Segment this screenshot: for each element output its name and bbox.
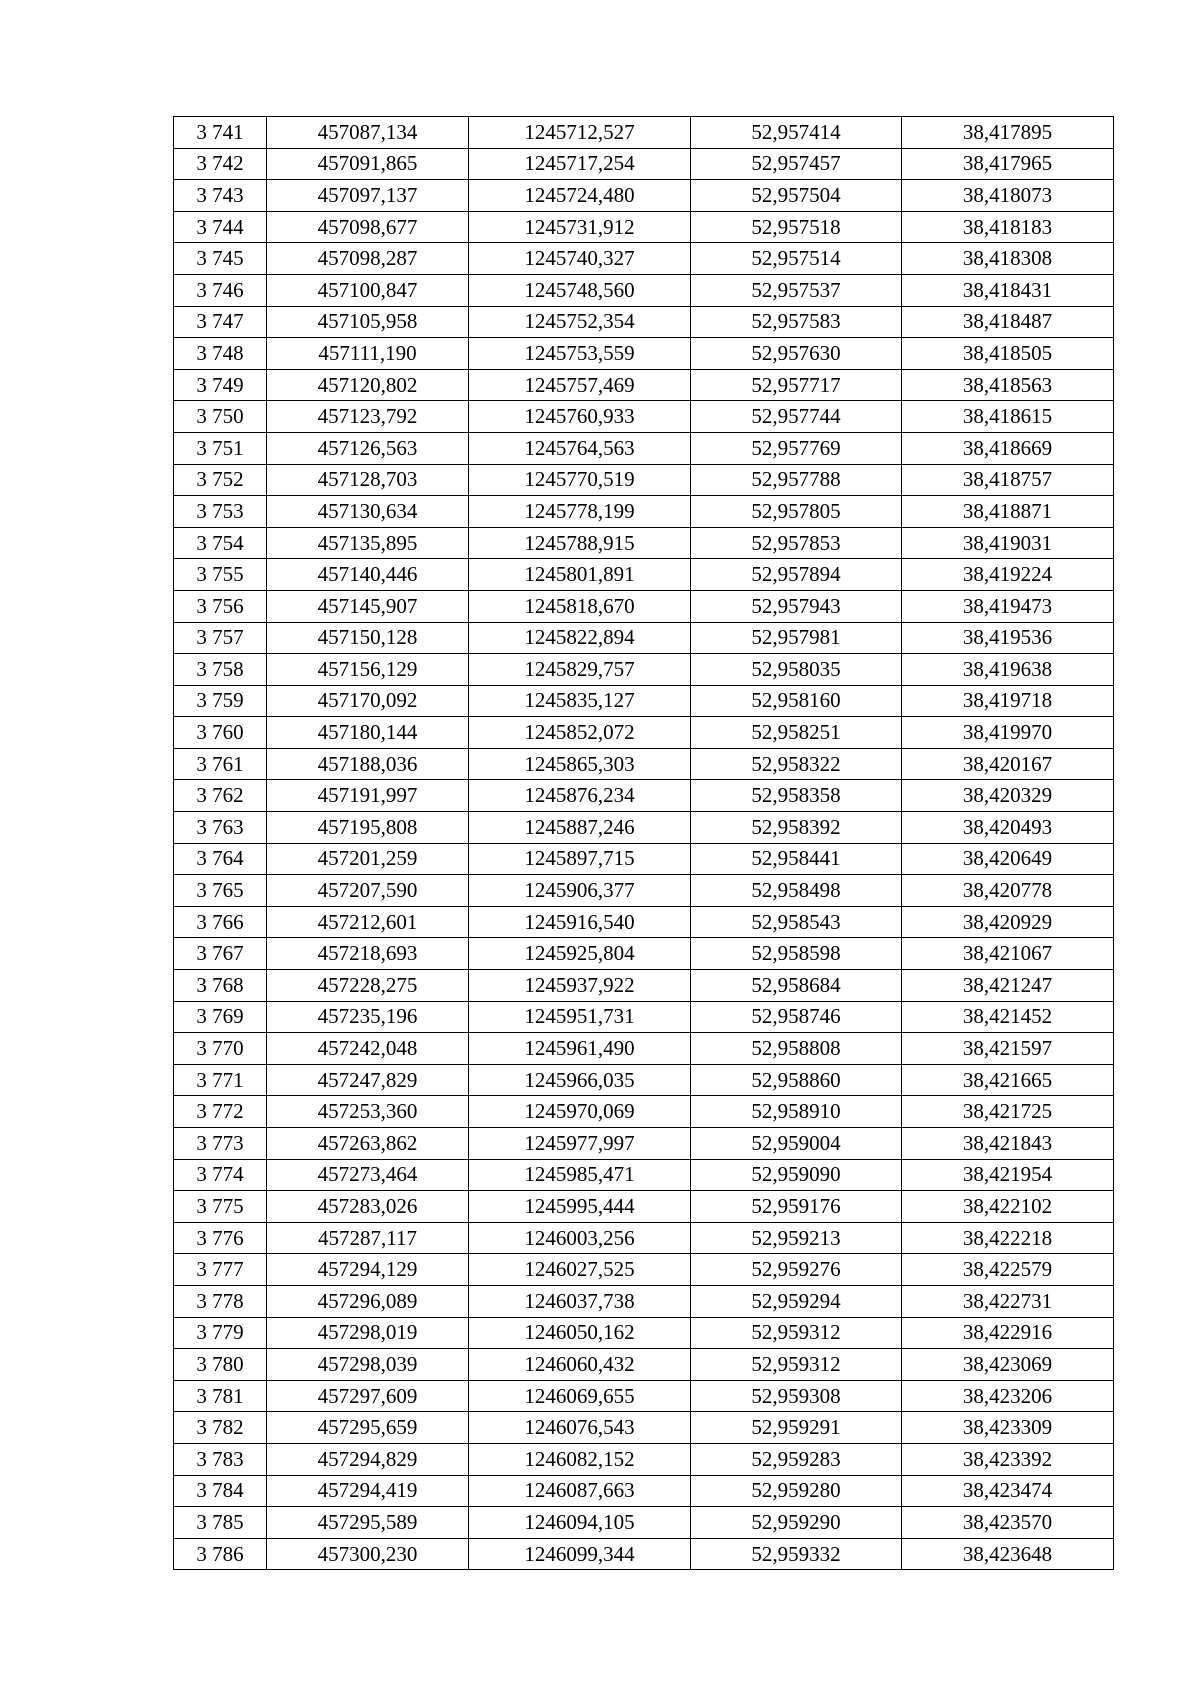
x-coordinate-cell: 457105,958	[267, 306, 469, 338]
point-number-cell: 3 777	[174, 1254, 267, 1286]
point-number-cell: 3 783	[174, 1443, 267, 1475]
y-coordinate-cell: 1245712,527	[469, 117, 691, 149]
point-number-cell: 3 755	[174, 559, 267, 591]
point-number-cell: 3 772	[174, 1096, 267, 1128]
table-row	[174, 1033, 1114, 1065]
table-row	[174, 1443, 1114, 1475]
longitude-cell: 38,418563	[902, 369, 1114, 401]
longitude-cell: 38,420329	[902, 780, 1114, 812]
latitude-cell: 52,957943	[691, 590, 902, 622]
x-coordinate-cell: 457191,997	[267, 780, 469, 812]
y-coordinate-cell: 1245970,069	[469, 1096, 691, 1128]
point-number-cell: 3 763	[174, 812, 267, 844]
x-coordinate-cell: 457298,039	[267, 1349, 469, 1381]
x-coordinate-cell: 457140,446	[267, 559, 469, 591]
x-coordinate-cell: 457294,829	[267, 1443, 469, 1475]
x-coordinate-cell: 457296,089	[267, 1285, 469, 1317]
table-row	[174, 464, 1114, 496]
table-row	[174, 1285, 1114, 1317]
x-coordinate-cell: 457091,865	[267, 148, 469, 180]
latitude-cell: 52,957457	[691, 148, 902, 180]
point-number-cell: 3 753	[174, 496, 267, 528]
latitude-cell: 52,959276	[691, 1254, 902, 1286]
y-coordinate-cell: 1245985,471	[469, 1159, 691, 1191]
y-coordinate-cell: 1246037,738	[469, 1285, 691, 1317]
longitude-cell: 38,422731	[902, 1285, 1114, 1317]
y-coordinate-cell: 1245937,922	[469, 970, 691, 1002]
y-coordinate-cell: 1245835,127	[469, 685, 691, 717]
longitude-cell: 38,422916	[902, 1317, 1114, 1349]
table-row	[174, 654, 1114, 686]
table-row	[174, 1538, 1114, 1570]
longitude-cell: 38,421954	[902, 1159, 1114, 1191]
y-coordinate-cell: 1245760,933	[469, 401, 691, 433]
x-coordinate-cell: 457130,634	[267, 496, 469, 528]
x-coordinate-cell: 457188,036	[267, 748, 469, 780]
longitude-cell: 38,421843	[902, 1128, 1114, 1160]
point-number-cell: 3 773	[174, 1128, 267, 1160]
longitude-cell: 38,421725	[902, 1096, 1114, 1128]
longitude-cell: 38,423309	[902, 1412, 1114, 1444]
latitude-cell: 52,957504	[691, 180, 902, 212]
latitude-cell: 52,959290	[691, 1507, 902, 1539]
x-coordinate-cell: 457218,693	[267, 938, 469, 970]
y-coordinate-cell: 1246050,162	[469, 1317, 691, 1349]
point-number-cell: 3 745	[174, 243, 267, 275]
coordinates-table	[173, 116, 1114, 1570]
y-coordinate-cell: 1246087,663	[469, 1475, 691, 1507]
table-row	[174, 1001, 1114, 1033]
table-row	[174, 1191, 1114, 1223]
latitude-cell: 52,958746	[691, 1001, 902, 1033]
point-number-cell: 3 780	[174, 1349, 267, 1381]
longitude-cell: 38,423570	[902, 1507, 1114, 1539]
latitude-cell: 52,959312	[691, 1349, 902, 1381]
point-number-cell: 3 785	[174, 1507, 267, 1539]
latitude-cell: 52,958035	[691, 654, 902, 686]
x-coordinate-cell: 457180,144	[267, 717, 469, 749]
point-number-cell: 3 769	[174, 1001, 267, 1033]
y-coordinate-cell: 1245925,804	[469, 938, 691, 970]
table-row	[174, 1317, 1114, 1349]
y-coordinate-cell: 1245977,997	[469, 1128, 691, 1160]
table-row	[174, 148, 1114, 180]
point-number-cell: 3 742	[174, 148, 267, 180]
x-coordinate-cell: 457126,563	[267, 432, 469, 464]
table-row	[174, 780, 1114, 812]
latitude-cell: 52,958160	[691, 685, 902, 717]
longitude-cell: 38,418073	[902, 180, 1114, 212]
table-row	[174, 274, 1114, 306]
longitude-cell: 38,420778	[902, 875, 1114, 907]
longitude-cell: 38,418308	[902, 243, 1114, 275]
longitude-cell: 38,423206	[902, 1380, 1114, 1412]
y-coordinate-cell: 1246060,432	[469, 1349, 691, 1381]
y-coordinate-cell: 1246082,152	[469, 1443, 691, 1475]
table-row	[174, 685, 1114, 717]
y-coordinate-cell: 1245966,035	[469, 1064, 691, 1096]
x-coordinate-cell: 457298,019	[267, 1317, 469, 1349]
longitude-cell: 38,419473	[902, 590, 1114, 622]
x-coordinate-cell: 457228,275	[267, 970, 469, 1002]
latitude-cell: 52,958392	[691, 812, 902, 844]
table-row	[174, 938, 1114, 970]
latitude-cell: 52,957630	[691, 338, 902, 370]
y-coordinate-cell: 1246094,105	[469, 1507, 691, 1539]
x-coordinate-cell: 457295,659	[267, 1412, 469, 1444]
y-coordinate-cell: 1245897,715	[469, 843, 691, 875]
table-row	[174, 243, 1114, 275]
y-coordinate-cell: 1245995,444	[469, 1191, 691, 1223]
table-row	[174, 1412, 1114, 1444]
latitude-cell: 52,959283	[691, 1443, 902, 1475]
latitude-cell: 52,958543	[691, 906, 902, 938]
latitude-cell: 52,957537	[691, 274, 902, 306]
longitude-cell: 38,418183	[902, 211, 1114, 243]
latitude-cell: 52,957744	[691, 401, 902, 433]
y-coordinate-cell: 1245876,234	[469, 780, 691, 812]
point-number-cell: 3 776	[174, 1222, 267, 1254]
x-coordinate-cell: 457242,048	[267, 1033, 469, 1065]
table-row	[174, 496, 1114, 528]
table-row	[174, 211, 1114, 243]
longitude-cell: 38,421247	[902, 970, 1114, 1002]
x-coordinate-cell: 457087,134	[267, 117, 469, 149]
longitude-cell: 38,423069	[902, 1349, 1114, 1381]
y-coordinate-cell: 1245717,254	[469, 148, 691, 180]
point-number-cell: 3 778	[174, 1285, 267, 1317]
point-number-cell: 3 752	[174, 464, 267, 496]
table-row	[174, 1096, 1114, 1128]
y-coordinate-cell: 1245764,563	[469, 432, 691, 464]
longitude-cell: 38,419970	[902, 717, 1114, 749]
table-row	[174, 1159, 1114, 1191]
y-coordinate-cell: 1245951,731	[469, 1001, 691, 1033]
y-coordinate-cell: 1245822,894	[469, 622, 691, 654]
table-row	[174, 1349, 1114, 1381]
x-coordinate-cell: 457201,259	[267, 843, 469, 875]
point-number-cell: 3 774	[174, 1159, 267, 1191]
table-row	[174, 1380, 1114, 1412]
latitude-cell: 52,959176	[691, 1191, 902, 1223]
longitude-cell: 38,423392	[902, 1443, 1114, 1475]
x-coordinate-cell: 457212,601	[267, 906, 469, 938]
latitude-cell: 52,958910	[691, 1096, 902, 1128]
point-number-cell: 3 750	[174, 401, 267, 433]
latitude-cell: 52,957514	[691, 243, 902, 275]
table-row	[174, 717, 1114, 749]
table-row	[174, 1222, 1114, 1254]
latitude-cell: 52,957805	[691, 496, 902, 528]
latitude-cell: 52,957518	[691, 211, 902, 243]
table-row	[174, 1507, 1114, 1539]
longitude-cell: 38,419638	[902, 654, 1114, 686]
point-number-cell: 3 784	[174, 1475, 267, 1507]
longitude-cell: 38,418487	[902, 306, 1114, 338]
x-coordinate-cell: 457235,196	[267, 1001, 469, 1033]
latitude-cell: 52,957853	[691, 527, 902, 559]
longitude-cell: 38,420929	[902, 906, 1114, 938]
point-number-cell: 3 770	[174, 1033, 267, 1065]
longitude-cell: 38,419536	[902, 622, 1114, 654]
table-row	[174, 117, 1114, 149]
point-number-cell: 3 747	[174, 306, 267, 338]
longitude-cell: 38,418757	[902, 464, 1114, 496]
x-coordinate-cell: 457263,862	[267, 1128, 469, 1160]
point-number-cell: 3 741	[174, 117, 267, 149]
y-coordinate-cell: 1245887,246	[469, 812, 691, 844]
table-row	[174, 180, 1114, 212]
latitude-cell: 52,957788	[691, 464, 902, 496]
latitude-cell: 52,958860	[691, 1064, 902, 1096]
y-coordinate-cell: 1246099,344	[469, 1538, 691, 1570]
point-number-cell: 3 758	[174, 654, 267, 686]
x-coordinate-cell: 457128,703	[267, 464, 469, 496]
longitude-cell: 38,421452	[902, 1001, 1114, 1033]
x-coordinate-cell: 457098,287	[267, 243, 469, 275]
x-coordinate-cell: 457170,092	[267, 685, 469, 717]
latitude-cell: 52,959213	[691, 1222, 902, 1254]
latitude-cell: 52,959308	[691, 1380, 902, 1412]
table-row	[174, 906, 1114, 938]
y-coordinate-cell: 1245748,560	[469, 274, 691, 306]
point-number-cell: 3 775	[174, 1191, 267, 1223]
x-coordinate-cell: 457145,907	[267, 590, 469, 622]
x-coordinate-cell: 457297,609	[267, 1380, 469, 1412]
point-number-cell: 3 762	[174, 780, 267, 812]
latitude-cell: 52,957717	[691, 369, 902, 401]
point-number-cell: 3 748	[174, 338, 267, 370]
latitude-cell: 52,958251	[691, 717, 902, 749]
longitude-cell: 38,419718	[902, 685, 1114, 717]
latitude-cell: 52,958808	[691, 1033, 902, 1065]
latitude-cell: 52,957583	[691, 306, 902, 338]
table-row	[174, 1254, 1114, 1286]
latitude-cell: 52,957894	[691, 559, 902, 591]
y-coordinate-cell: 1246003,256	[469, 1222, 691, 1254]
longitude-cell: 38,420649	[902, 843, 1114, 875]
point-number-cell: 3 749	[174, 369, 267, 401]
point-number-cell: 3 767	[174, 938, 267, 970]
latitude-cell: 52,958322	[691, 748, 902, 780]
longitude-cell: 38,420167	[902, 748, 1114, 780]
longitude-cell: 38,421597	[902, 1033, 1114, 1065]
longitude-cell: 38,419224	[902, 559, 1114, 591]
point-number-cell: 3 760	[174, 717, 267, 749]
point-number-cell: 3 786	[174, 1538, 267, 1570]
x-coordinate-cell: 457111,190	[267, 338, 469, 370]
y-coordinate-cell: 1245906,377	[469, 875, 691, 907]
table-row	[174, 843, 1114, 875]
x-coordinate-cell: 457135,895	[267, 527, 469, 559]
y-coordinate-cell: 1245916,540	[469, 906, 691, 938]
x-coordinate-cell: 457253,360	[267, 1096, 469, 1128]
x-coordinate-cell: 457097,137	[267, 180, 469, 212]
longitude-cell: 38,418615	[902, 401, 1114, 433]
point-number-cell: 3 779	[174, 1317, 267, 1349]
table-row	[174, 1064, 1114, 1096]
point-number-cell: 3 744	[174, 211, 267, 243]
x-coordinate-cell: 457195,808	[267, 812, 469, 844]
x-coordinate-cell: 457287,117	[267, 1222, 469, 1254]
x-coordinate-cell: 457247,829	[267, 1064, 469, 1096]
y-coordinate-cell: 1245753,559	[469, 338, 691, 370]
y-coordinate-cell: 1245731,912	[469, 211, 691, 243]
y-coordinate-cell: 1246027,525	[469, 1254, 691, 1286]
point-number-cell: 3 782	[174, 1412, 267, 1444]
x-coordinate-cell: 457207,590	[267, 875, 469, 907]
y-coordinate-cell: 1245801,891	[469, 559, 691, 591]
point-number-cell: 3 756	[174, 590, 267, 622]
y-coordinate-cell: 1245788,915	[469, 527, 691, 559]
point-number-cell: 3 765	[174, 875, 267, 907]
latitude-cell: 52,958598	[691, 938, 902, 970]
table-row	[174, 1128, 1114, 1160]
longitude-cell: 38,417895	[902, 117, 1114, 149]
longitude-cell: 38,418669	[902, 432, 1114, 464]
table-row	[174, 875, 1114, 907]
y-coordinate-cell: 1245752,354	[469, 306, 691, 338]
longitude-cell: 38,421067	[902, 938, 1114, 970]
longitude-cell: 38,419031	[902, 527, 1114, 559]
latitude-cell: 52,957769	[691, 432, 902, 464]
x-coordinate-cell: 457294,129	[267, 1254, 469, 1286]
x-coordinate-cell: 457295,589	[267, 1507, 469, 1539]
y-coordinate-cell: 1245778,199	[469, 496, 691, 528]
latitude-cell: 52,958684	[691, 970, 902, 1002]
table-row	[174, 812, 1114, 844]
y-coordinate-cell: 1245770,519	[469, 464, 691, 496]
longitude-cell: 38,418505	[902, 338, 1114, 370]
y-coordinate-cell: 1245829,757	[469, 654, 691, 686]
point-number-cell: 3 754	[174, 527, 267, 559]
point-number-cell: 3 746	[174, 274, 267, 306]
longitude-cell: 38,422102	[902, 1191, 1114, 1223]
table-row	[174, 559, 1114, 591]
y-coordinate-cell: 1245852,072	[469, 717, 691, 749]
table-row	[174, 527, 1114, 559]
x-coordinate-cell: 457294,419	[267, 1475, 469, 1507]
point-number-cell: 3 771	[174, 1064, 267, 1096]
y-coordinate-cell: 1246069,655	[469, 1380, 691, 1412]
point-number-cell: 3 764	[174, 843, 267, 875]
table-row	[174, 369, 1114, 401]
table-row	[174, 748, 1114, 780]
table-row	[174, 401, 1114, 433]
y-coordinate-cell: 1245757,469	[469, 369, 691, 401]
y-coordinate-cell: 1245865,303	[469, 748, 691, 780]
y-coordinate-cell: 1245961,490	[469, 1033, 691, 1065]
longitude-cell: 38,418431	[902, 274, 1114, 306]
longitude-cell: 38,420493	[902, 812, 1114, 844]
latitude-cell: 52,958358	[691, 780, 902, 812]
table-row	[174, 338, 1114, 370]
x-coordinate-cell: 457283,026	[267, 1191, 469, 1223]
longitude-cell: 38,421665	[902, 1064, 1114, 1096]
x-coordinate-cell: 457300,230	[267, 1538, 469, 1570]
x-coordinate-cell: 457100,847	[267, 274, 469, 306]
point-number-cell: 3 757	[174, 622, 267, 654]
latitude-cell: 52,957981	[691, 622, 902, 654]
x-coordinate-cell: 457123,792	[267, 401, 469, 433]
x-coordinate-cell: 457156,129	[267, 654, 469, 686]
x-coordinate-cell: 457273,464	[267, 1159, 469, 1191]
point-number-cell: 3 766	[174, 906, 267, 938]
latitude-cell: 52,959294	[691, 1285, 902, 1317]
y-coordinate-cell: 1245818,670	[469, 590, 691, 622]
table-row	[174, 622, 1114, 654]
latitude-cell: 52,959090	[691, 1159, 902, 1191]
coordinates-table-body	[174, 117, 1114, 1570]
y-coordinate-cell: 1245724,480	[469, 180, 691, 212]
table-row	[174, 432, 1114, 464]
latitude-cell: 52,959332	[691, 1538, 902, 1570]
table-row	[174, 1475, 1114, 1507]
point-number-cell: 3 759	[174, 685, 267, 717]
x-coordinate-cell: 457120,802	[267, 369, 469, 401]
x-coordinate-cell: 457150,128	[267, 622, 469, 654]
point-number-cell: 3 751	[174, 432, 267, 464]
latitude-cell: 52,959312	[691, 1317, 902, 1349]
longitude-cell: 38,423474	[902, 1475, 1114, 1507]
table-row	[174, 590, 1114, 622]
table-row	[174, 306, 1114, 338]
point-number-cell: 3 743	[174, 180, 267, 212]
latitude-cell: 52,959004	[691, 1128, 902, 1160]
longitude-cell: 38,422218	[902, 1222, 1114, 1254]
table-row	[174, 970, 1114, 1002]
latitude-cell: 52,959280	[691, 1475, 902, 1507]
latitude-cell: 52,957414	[691, 117, 902, 149]
x-coordinate-cell: 457098,677	[267, 211, 469, 243]
latitude-cell: 52,958498	[691, 875, 902, 907]
y-coordinate-cell: 1245740,327	[469, 243, 691, 275]
point-number-cell: 3 761	[174, 748, 267, 780]
longitude-cell: 38,417965	[902, 148, 1114, 180]
latitude-cell: 52,958441	[691, 843, 902, 875]
y-coordinate-cell: 1246076,543	[469, 1412, 691, 1444]
longitude-cell: 38,418871	[902, 496, 1114, 528]
point-number-cell: 3 781	[174, 1380, 267, 1412]
longitude-cell: 38,423648	[902, 1538, 1114, 1570]
latitude-cell: 52,959291	[691, 1412, 902, 1444]
longitude-cell: 38,422579	[902, 1254, 1114, 1286]
point-number-cell: 3 768	[174, 970, 267, 1002]
